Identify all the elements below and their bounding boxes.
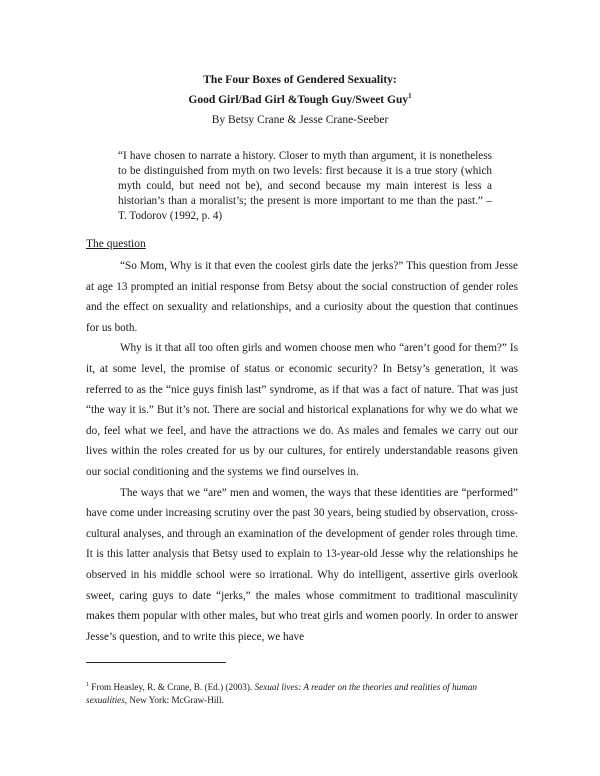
epigraph-quote: “I have chosen to narrate a history. Closer to myth than argument, it is nonetheless to be distinguished from myth on two levels: first because it is a true story (which myth could, but need not be), and second because my main interest is less a historian’s than a moralist’s; the present is more important to me than the past.” – T. Todorov (1992, p. 4) <box>118 150 492 222</box>
paragraph: “So Mom, Why is it that even the coolest girls date the jerks?” This question from Jesse at age 13 prompted an initial response from Betsy about the social construction of gender roles and the effect on sexuality and relationships, and a curiosity about the question that continues for us both. <box>86 260 518 334</box>
title-line-2-text: Good Girl/Bad Girl &Tough Guy/Sweet Guy <box>188 94 409 106</box>
paragraph: Why is it that all too often girls and women choose men who “aren’t good for them?” Is it, at some level, the promise of status or economic security? In Betsy’s generation, it was referred to as the “nice guys finish last” syndrome, as if that was a fact of nature. That was just “the way it is.” But it’s not. There are social and historical explanations for why we do what we do, feel what we feel, and have the attractions we do. As males and females we carry out our lives within the roles created for us by our cultures, for entirely understandable reasons given our social conditioning and the systems we find ourselves in. <box>86 342 518 478</box>
footnote-prefix: From Heasley, R. & Crane, B. (Ed.) (2003). <box>89 682 255 692</box>
footnote <box>86 681 518 706</box>
byline: By Betsy Crane & Jesse Crane-Seeber <box>211 114 389 126</box>
title-footnote-marker: 1 <box>408 92 412 101</box>
title-line-2 <box>0 90 600 110</box>
footnote-divider <box>86 662 226 663</box>
footnote-book-title: Sexual lives: A reader on the theories and realities of human sexualities <box>86 682 478 705</box>
paragraph: The ways that we “are” men and women, the ways that these identities are “performed” have come under increasing scrutiny over the past 30 years, being studied by observation, cross-cultural analyses, and through an examination of the development of gender roles through time. It is this latter analysis that Betsy used to explain to 13-year-old Jesse why the relationships he observed in his middle school were so irrational. Why do intelligent, assertive girls overlook sweet, caring guys to date “jerks,” the males whose commitment to traditional masculinity makes them popular with other males, but who treat girls and women poorly. In order to answer Jesse’s question, and to write this piece, we have <box>86 486 518 643</box>
body-text <box>86 256 518 647</box>
footnote-suffix: , New York: McGraw-Hill. <box>124 694 224 705</box>
footnote-marker: 1 <box>86 681 89 688</box>
title-block <box>0 70 600 129</box>
title-line-1 <box>0 70 600 90</box>
section-heading: The question <box>86 238 146 250</box>
title-line-1-text: The Four Boxes of Gendered Sexuality: <box>203 74 397 86</box>
